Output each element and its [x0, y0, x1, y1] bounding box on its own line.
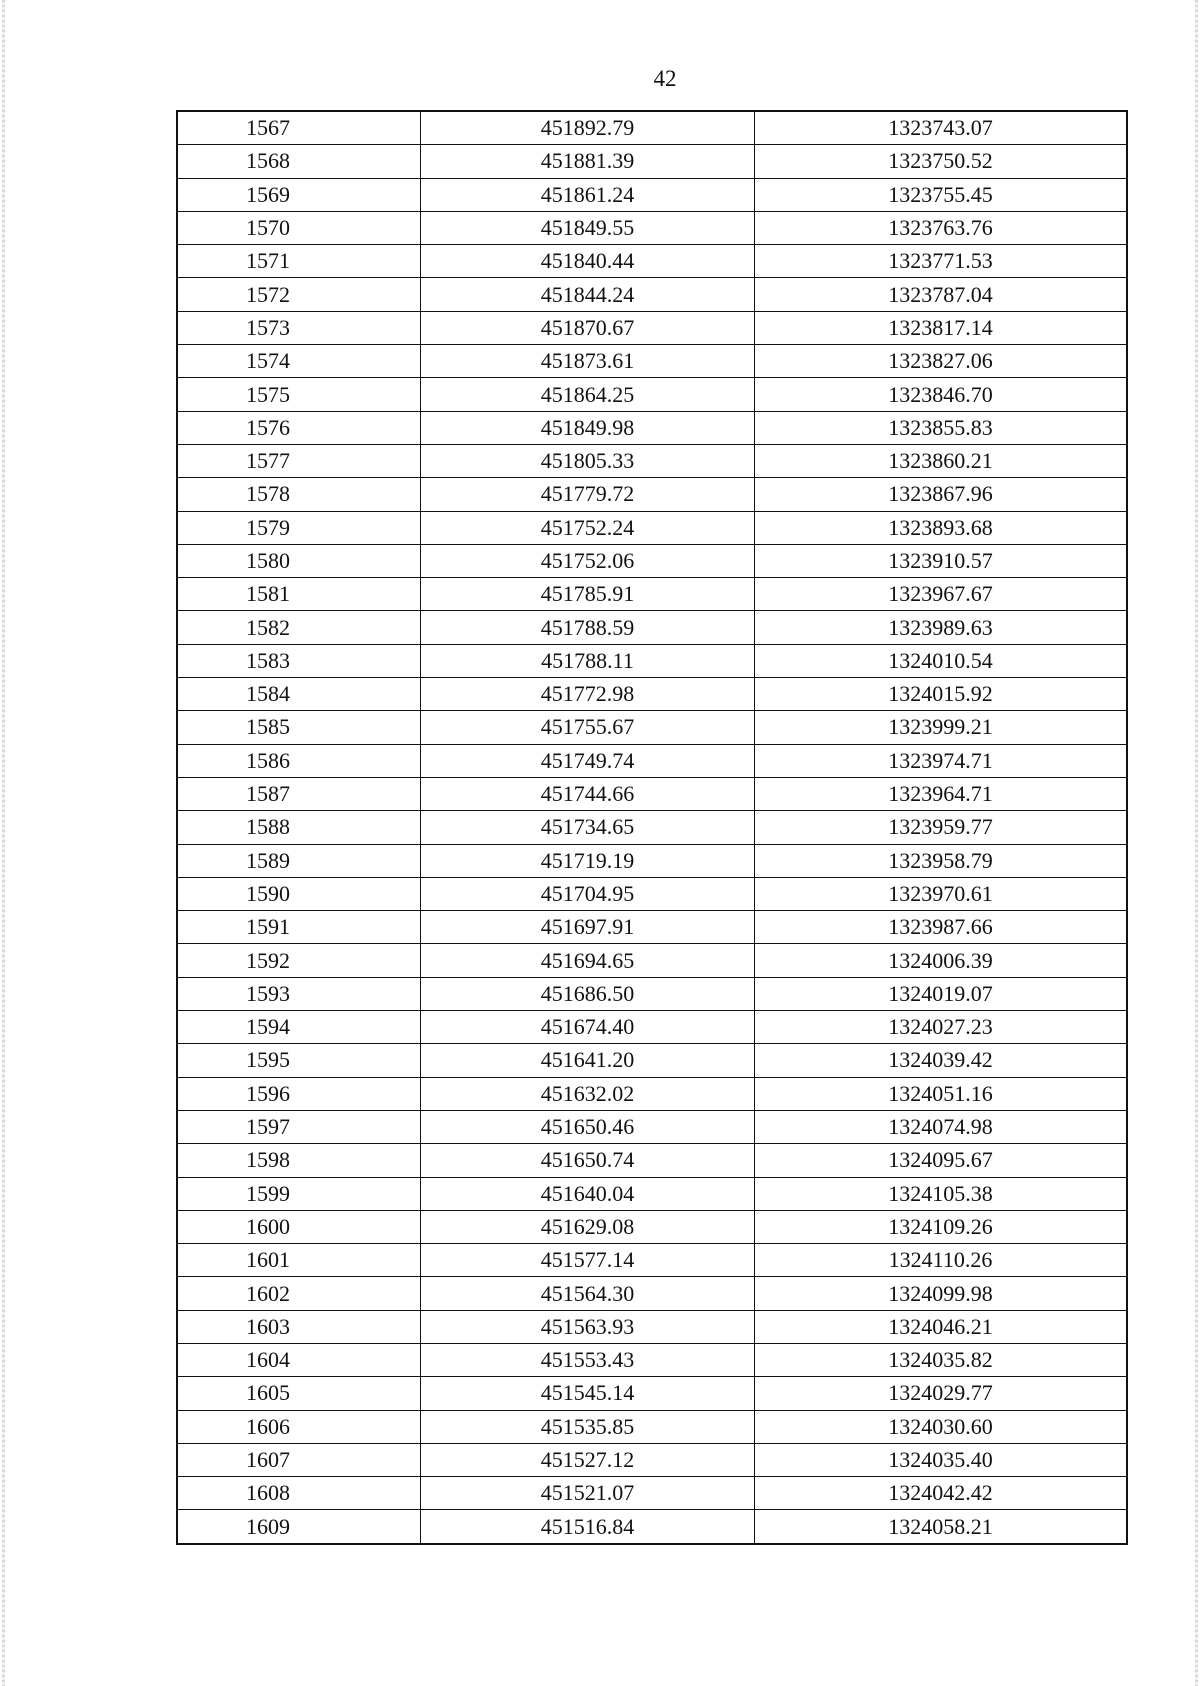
- x-coordinate-cell: 451629.08: [421, 1210, 755, 1243]
- scan-edge-left: [2, 0, 5, 1686]
- point-number-cell: 1605: [177, 1377, 421, 1410]
- table-row: [177, 777, 1127, 810]
- point-number-cell: 1594: [177, 1011, 421, 1044]
- table-row: [177, 578, 1127, 611]
- table-row: [177, 245, 1127, 278]
- table-row: [177, 378, 1127, 411]
- x-coordinate-cell: 451694.65: [421, 944, 755, 977]
- table-row: [177, 511, 1127, 544]
- y-coordinate-cell: 1323787.04: [755, 278, 1128, 311]
- y-coordinate-cell: 1323750.52: [755, 145, 1128, 178]
- x-coordinate-cell: 451749.74: [421, 744, 755, 777]
- table-row: [177, 1044, 1127, 1077]
- table-row: [177, 1510, 1127, 1544]
- point-number-cell: 1582: [177, 611, 421, 644]
- point-number-cell: 1584: [177, 678, 421, 711]
- table-row: [177, 1177, 1127, 1210]
- table-row: [177, 977, 1127, 1010]
- table-row: [177, 1144, 1127, 1177]
- table-row: [177, 444, 1127, 477]
- table-row: [177, 944, 1127, 977]
- x-coordinate-cell: 451849.55: [421, 211, 755, 244]
- coordinate-table-body: [177, 111, 1127, 1544]
- table-row: [177, 1210, 1127, 1243]
- x-coordinate-cell: 451873.61: [421, 345, 755, 378]
- point-number-cell: 1588: [177, 811, 421, 844]
- scan-edge-right: [1195, 0, 1198, 1686]
- point-number-cell: 1607: [177, 1443, 421, 1476]
- y-coordinate-cell: 1324035.82: [755, 1343, 1128, 1376]
- x-coordinate-cell: 451563.93: [421, 1310, 755, 1343]
- y-coordinate-cell: 1324058.21: [755, 1510, 1128, 1544]
- y-coordinate-cell: 1323987.66: [755, 911, 1128, 944]
- point-number-cell: 1591: [177, 911, 421, 944]
- x-coordinate-cell: 451870.67: [421, 311, 755, 344]
- point-number-cell: 1572: [177, 278, 421, 311]
- table-row: [177, 1310, 1127, 1343]
- point-number-cell: 1598: [177, 1144, 421, 1177]
- y-coordinate-cell: 1324029.77: [755, 1377, 1128, 1410]
- point-number-cell: 1602: [177, 1277, 421, 1310]
- x-coordinate-cell: 451632.02: [421, 1077, 755, 1110]
- point-number-cell: 1577: [177, 444, 421, 477]
- table-row: [177, 1110, 1127, 1143]
- x-coordinate-cell: 451640.04: [421, 1177, 755, 1210]
- table-row: [177, 911, 1127, 944]
- table-row: [177, 178, 1127, 211]
- y-coordinate-cell: 1324019.07: [755, 977, 1128, 1010]
- x-coordinate-cell: 451849.98: [421, 411, 755, 444]
- table-row: [177, 678, 1127, 711]
- y-coordinate-cell: 1323771.53: [755, 245, 1128, 278]
- point-number-cell: 1585: [177, 711, 421, 744]
- y-coordinate-cell: 1324015.92: [755, 678, 1128, 711]
- y-coordinate-cell: 1324046.21: [755, 1310, 1128, 1343]
- x-coordinate-cell: 451553.43: [421, 1343, 755, 1376]
- point-number-cell: 1586: [177, 744, 421, 777]
- x-coordinate-cell: 451892.79: [421, 111, 755, 145]
- y-coordinate-cell: 1324042.42: [755, 1477, 1128, 1510]
- point-number-cell: 1575: [177, 378, 421, 411]
- y-coordinate-cell: 1323763.76: [755, 211, 1128, 244]
- x-coordinate-cell: 451779.72: [421, 478, 755, 511]
- point-number-cell: 1590: [177, 877, 421, 910]
- y-coordinate-cell: 1323817.14: [755, 311, 1128, 344]
- table-row: [177, 145, 1127, 178]
- point-number-cell: 1592: [177, 944, 421, 977]
- y-coordinate-cell: 1324095.67: [755, 1144, 1128, 1177]
- point-number-cell: 1601: [177, 1244, 421, 1277]
- y-coordinate-cell: 1323964.71: [755, 777, 1128, 810]
- x-coordinate-cell: 451650.46: [421, 1110, 755, 1143]
- table-row: [177, 811, 1127, 844]
- table-row: [177, 1477, 1127, 1510]
- table-row: [177, 711, 1127, 744]
- x-coordinate-cell: 451785.91: [421, 578, 755, 611]
- point-number-cell: 1579: [177, 511, 421, 544]
- x-coordinate-cell: 451772.98: [421, 678, 755, 711]
- point-number-cell: 1569: [177, 178, 421, 211]
- point-number-cell: 1576: [177, 411, 421, 444]
- table-row: [177, 1244, 1127, 1277]
- point-number-cell: 1599: [177, 1177, 421, 1210]
- x-coordinate-cell: 451564.30: [421, 1277, 755, 1310]
- point-number-cell: 1609: [177, 1510, 421, 1544]
- point-number-cell: 1597: [177, 1110, 421, 1143]
- point-number-cell: 1583: [177, 644, 421, 677]
- point-number-cell: 1593: [177, 977, 421, 1010]
- x-coordinate-cell: 451744.66: [421, 777, 755, 810]
- table-row: [177, 644, 1127, 677]
- point-number-cell: 1595: [177, 1044, 421, 1077]
- y-coordinate-cell: 1324027.23: [755, 1011, 1128, 1044]
- y-coordinate-cell: 1323999.21: [755, 711, 1128, 744]
- y-coordinate-cell: 1323974.71: [755, 744, 1128, 777]
- y-coordinate-cell: 1323855.83: [755, 411, 1128, 444]
- x-coordinate-cell: 451641.20: [421, 1044, 755, 1077]
- table-row: [177, 1377, 1127, 1410]
- table-row: [177, 1343, 1127, 1376]
- x-coordinate-cell: 451864.25: [421, 378, 755, 411]
- x-coordinate-cell: 451719.19: [421, 844, 755, 877]
- x-coordinate-cell: 451752.06: [421, 544, 755, 577]
- x-coordinate-cell: 451752.24: [421, 511, 755, 544]
- table-row: [177, 544, 1127, 577]
- y-coordinate-cell: 1324030.60: [755, 1410, 1128, 1443]
- point-number-cell: 1578: [177, 478, 421, 511]
- point-number-cell: 1603: [177, 1310, 421, 1343]
- y-coordinate-cell: 1323860.21: [755, 444, 1128, 477]
- x-coordinate-cell: 451674.40: [421, 1011, 755, 1044]
- y-coordinate-cell: 1324074.98: [755, 1110, 1128, 1143]
- x-coordinate-cell: 451805.33: [421, 444, 755, 477]
- y-coordinate-cell: 1324105.38: [755, 1177, 1128, 1210]
- table-row: [177, 111, 1127, 145]
- x-coordinate-cell: 451755.67: [421, 711, 755, 744]
- y-coordinate-cell: 1323867.96: [755, 478, 1128, 511]
- table-row: [177, 1011, 1127, 1044]
- point-number-cell: 1570: [177, 211, 421, 244]
- point-number-cell: 1608: [177, 1477, 421, 1510]
- table-row: [177, 1410, 1127, 1443]
- table-row: [177, 411, 1127, 444]
- page-number: 42: [653, 66, 677, 91]
- y-coordinate-cell: 1324099.98: [755, 1277, 1128, 1310]
- y-coordinate-cell: 1323989.63: [755, 611, 1128, 644]
- x-coordinate-cell: 451521.07: [421, 1477, 755, 1510]
- y-coordinate-cell: 1323743.07: [755, 111, 1128, 145]
- table-row: [177, 611, 1127, 644]
- x-coordinate-cell: 451840.44: [421, 245, 755, 278]
- y-coordinate-cell: 1323893.68: [755, 511, 1128, 544]
- x-coordinate-cell: 451844.24: [421, 278, 755, 311]
- table-row: [177, 844, 1127, 877]
- y-coordinate-cell: 1324010.54: [755, 644, 1128, 677]
- point-number-cell: 1571: [177, 245, 421, 278]
- point-number-cell: 1573: [177, 311, 421, 344]
- x-coordinate-cell: 451545.14: [421, 1377, 755, 1410]
- x-coordinate-cell: 451734.65: [421, 811, 755, 844]
- point-number-cell: 1567: [177, 111, 421, 145]
- x-coordinate-cell: 451881.39: [421, 145, 755, 178]
- y-coordinate-cell: 1324109.26: [755, 1210, 1128, 1243]
- table-row: [177, 1443, 1127, 1476]
- y-coordinate-cell: 1323967.67: [755, 578, 1128, 611]
- point-number-cell: 1568: [177, 145, 421, 178]
- y-coordinate-cell: 1323958.79: [755, 844, 1128, 877]
- point-number-cell: 1574: [177, 345, 421, 378]
- table-row: [177, 877, 1127, 910]
- point-number-cell: 1606: [177, 1410, 421, 1443]
- y-coordinate-cell: 1323755.45: [755, 178, 1128, 211]
- x-coordinate-cell: 451686.50: [421, 977, 755, 1010]
- point-number-cell: 1600: [177, 1210, 421, 1243]
- table-row: [177, 345, 1127, 378]
- y-coordinate-cell: 1324006.39: [755, 944, 1128, 977]
- y-coordinate-cell: 1323827.06: [755, 345, 1128, 378]
- point-number-cell: 1596: [177, 1077, 421, 1110]
- table-row: [177, 1277, 1127, 1310]
- table-row: [177, 311, 1127, 344]
- coordinate-table: [176, 110, 1128, 1545]
- point-number-cell: 1580: [177, 544, 421, 577]
- table-row: [177, 478, 1127, 511]
- x-coordinate-cell: 451527.12: [421, 1443, 755, 1476]
- point-number-cell: 1581: [177, 578, 421, 611]
- x-coordinate-cell: 451577.14: [421, 1244, 755, 1277]
- table-row: [177, 278, 1127, 311]
- y-coordinate-cell: 1323846.70: [755, 378, 1128, 411]
- table-row: [177, 1077, 1127, 1110]
- y-coordinate-cell: 1323910.57: [755, 544, 1128, 577]
- x-coordinate-cell: 451516.84: [421, 1510, 755, 1544]
- y-coordinate-cell: 1323970.61: [755, 877, 1128, 910]
- point-number-cell: 1589: [177, 844, 421, 877]
- point-number-cell: 1604: [177, 1343, 421, 1376]
- x-coordinate-cell: 451535.85: [421, 1410, 755, 1443]
- table-row: [177, 744, 1127, 777]
- y-coordinate-cell: 1324035.40: [755, 1443, 1128, 1476]
- y-coordinate-cell: 1323959.77: [755, 811, 1128, 844]
- table-row: [177, 211, 1127, 244]
- y-coordinate-cell: 1324110.26: [755, 1244, 1128, 1277]
- x-coordinate-cell: 451697.91: [421, 911, 755, 944]
- x-coordinate-cell: 451861.24: [421, 178, 755, 211]
- x-coordinate-cell: 451788.11: [421, 644, 755, 677]
- y-coordinate-cell: 1324051.16: [755, 1077, 1128, 1110]
- point-number-cell: 1587: [177, 777, 421, 810]
- x-coordinate-cell: 451704.95: [421, 877, 755, 910]
- x-coordinate-cell: 451650.74: [421, 1144, 755, 1177]
- x-coordinate-cell: 451788.59: [421, 611, 755, 644]
- y-coordinate-cell: 1324039.42: [755, 1044, 1128, 1077]
